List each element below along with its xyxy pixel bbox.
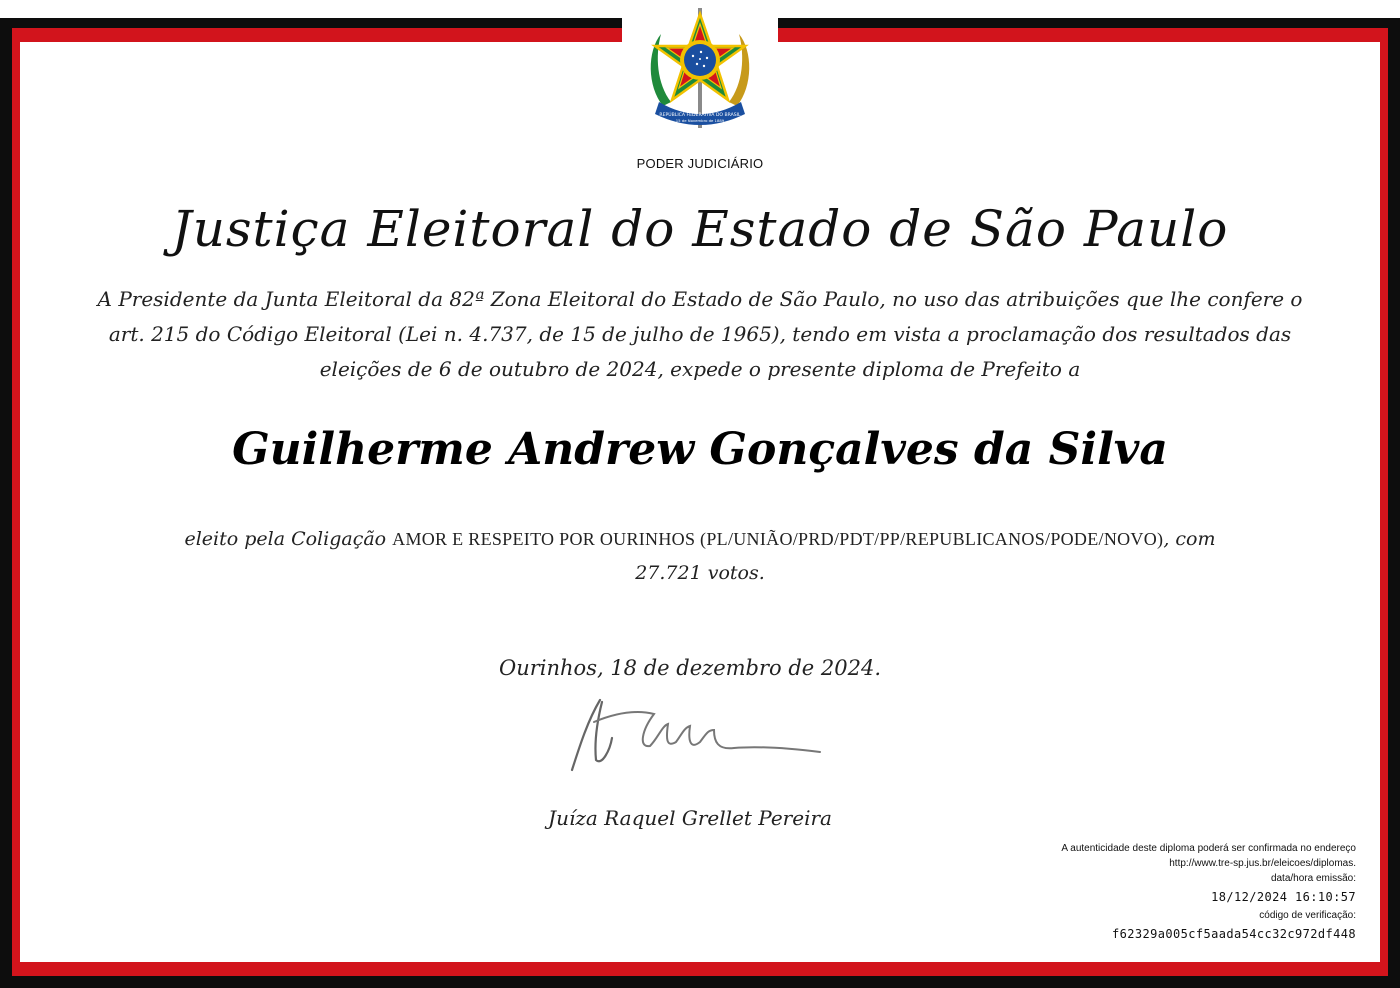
authenticity-notice: A autenticidade deste diploma poderá ser confirmada no endereço bbox=[1061, 843, 1356, 854]
issue-datetime-value: 18/12/2024 16:10:57 bbox=[1211, 890, 1356, 904]
judge-signature bbox=[558, 690, 828, 780]
issue-datetime-label: data/hora emissão: bbox=[1270, 873, 1356, 884]
page-title: Justiça Eleitoral do Estado de São Paulo bbox=[171, 200, 1229, 258]
verification-code-label: código de verificação: bbox=[1259, 910, 1356, 921]
frame-left-red bbox=[12, 28, 20, 976]
elected-suffix: , com bbox=[1163, 528, 1216, 550]
vote-count: 27.721 votos. bbox=[635, 562, 765, 584]
svg-text:15 de Novembro de 1889: 15 de Novembro de 1889 bbox=[675, 118, 725, 123]
recipient-name: Guilherme Andrew Gonçalves da Silva bbox=[232, 424, 1168, 475]
frame-left-black bbox=[0, 18, 12, 988]
svg-text:REPÚBLICA FEDERATIVA DO BRASIL: REPÚBLICA FEDERATIVA DO BRASIL bbox=[659, 113, 741, 118]
frame-bottom-red bbox=[12, 962, 1388, 976]
frame-right-black bbox=[1388, 18, 1400, 988]
dateline: Ourinhos, 18 de dezembro de 2024. bbox=[499, 656, 881, 680]
authenticity-block bbox=[1061, 841, 1356, 945]
judiciary-label: PODER JUDICIÁRIO bbox=[636, 156, 764, 171]
frame-top-right-black bbox=[778, 18, 1388, 28]
verification-code-value: f62329a005cf5aada54cc32c972df448 bbox=[1112, 927, 1356, 941]
verification-url[interactable]: http://www.tre-sp.jus.br/eleicoes/diplomas. bbox=[1169, 858, 1356, 869]
frame-right-red bbox=[1380, 28, 1388, 976]
coalition-name: AMOR E RESPEITO POR OURINHOS (PL/UNIÃO/PRD/PDT/PP/REPUBLICANOS/PODE/NOVO) bbox=[392, 529, 1164, 549]
coat-of-arms-emblem bbox=[641, 6, 759, 134]
elected-paragraph bbox=[90, 522, 1310, 590]
frame-top-right-red bbox=[778, 28, 1388, 42]
elected-prefix: eleito pela Coligação bbox=[184, 528, 387, 550]
frame-top-left-red bbox=[12, 28, 622, 42]
frame-top-left-black bbox=[12, 18, 622, 28]
intro-paragraph: A Presidente da Junta Eleitoral da 82ª Zona Eleitoral do Estado de São Paulo, no uso das atribuições que lhe confere o art. 215 do Código Eleitoral (Lei n. 4.737, de 15 de julho de 1965), tendo em vista a proclamação dos resultados das eleições de 6 de outubro de 2024, expede o presente diploma de Prefeito a bbox=[97, 287, 1303, 381]
judge-name: Juíza Raquel Grellet Pereira bbox=[548, 806, 832, 830]
frame-bottom-black bbox=[0, 976, 1400, 988]
